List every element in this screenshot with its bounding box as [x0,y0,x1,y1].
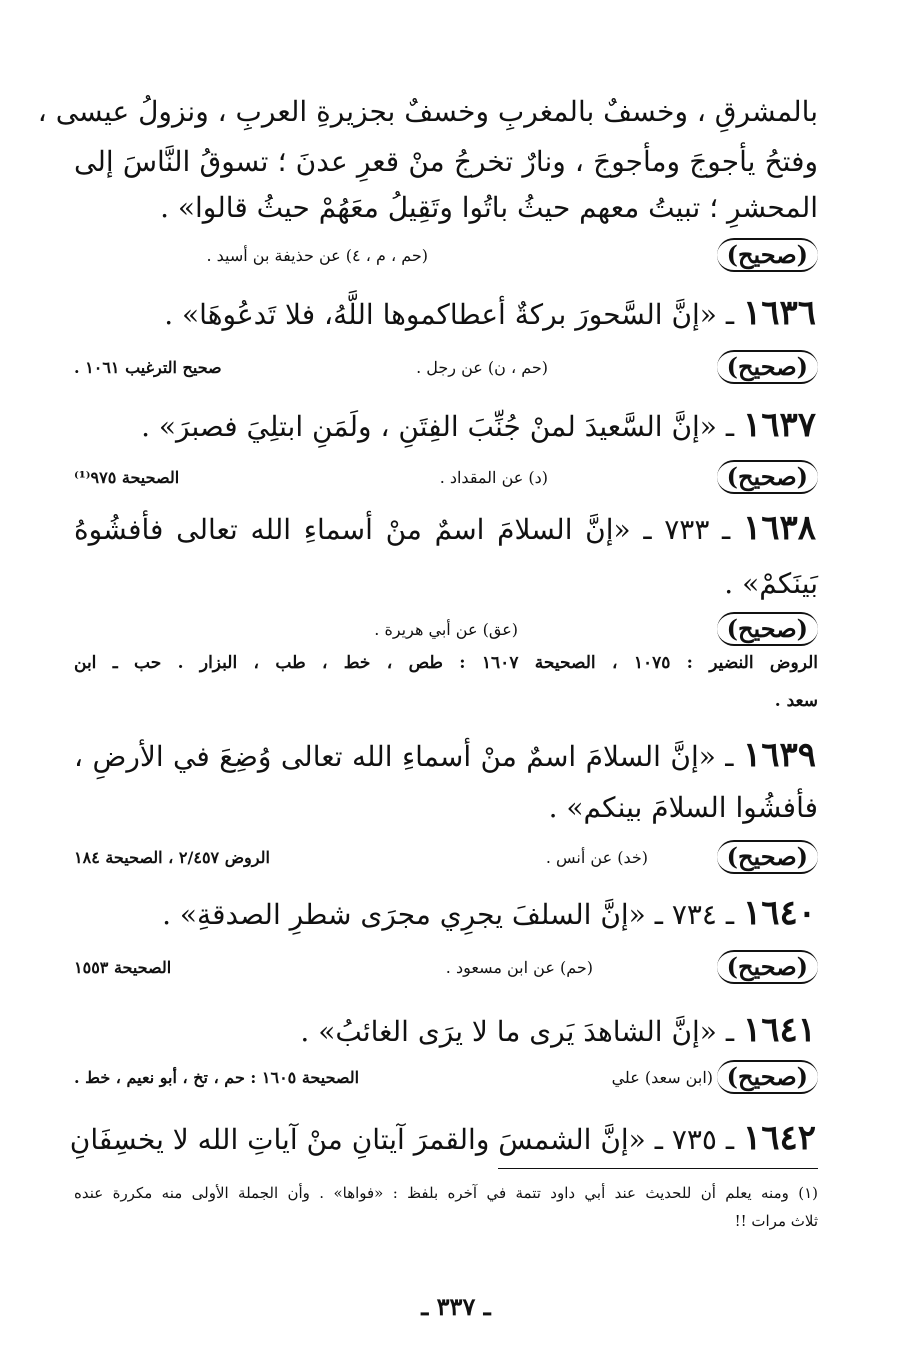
hadith-text: ـ ٧٣٣ ـ «إنَّ السلامَ اسمٌ منْ أسماءِ الله تعالى فأفشُوهُ [74,513,731,546]
hadith-1636 [74,293,816,335]
reference-line: سعد . [774,691,818,711]
hadith-number: ١٦٤٢ [742,1118,816,1158]
reference-line: الروض النضير : ١٠٧٥ ، الصحيحة ١٦٠٧ : طص ، خط ، طب ، البزار . حب ـ ابن [74,653,818,673]
source-text: (د) عن المقداد . [439,468,548,487]
hadith-text: ـ «إنَّ السَّعيدَ لمنْ جُنِّبَ الفِتَنِ ، ولَمَنِ ابتلِيَ فصبرَ» . [141,410,735,443]
reference-text: الصحيحة ٩٧٥⁽¹⁾ [74,468,180,487]
hadith-meta [74,350,818,386]
hadith-number: ١٦٣٧ [742,405,816,445]
source-text: (حم ، ن) عن رجل . [416,358,548,377]
grade-badge: ( صحيح ) [717,1060,818,1094]
hadith-number: ١٦٣٩ [742,735,816,775]
footnote-line: (١) ومنه يعلم أن للحديث عند أبي داود تتمة في آخره بلفظ : «فواها» . وأن الجملة الأولى منه مكررة عنده [74,1184,818,1202]
hadith-number: ١٦٤٠ [742,893,816,933]
reference-text: الصحيحة ١٦٠٥ : حم ، تخ ، أبو نعيم ، خط . [74,1068,360,1087]
hadith-text: ـ ٧٣٤ ـ «إنَّ السلفَ يجرِي مجرَى شطرِ الصدقةِ» . [162,898,735,931]
reference-text: الروض ٢/٤٥٧ ، الصحيحة ١٨٤ [74,848,270,867]
grade-badge: ( صحيح ) [717,840,818,874]
hadith-1642 [69,1118,816,1160]
hadith-text: ـ ٧٣٥ ـ «إنَّ الشمسَ والقمرَ آيتانِ منْ آياتِ الله لا يخسِفَانِ [69,1123,735,1156]
hadith-number: ١٦٣٦ [742,293,816,333]
source-text: (حم ، م ، ٤) عن حذيفة بن أسيد . [206,246,428,265]
hadith-1640 [74,893,816,935]
source-text: (ابن سعد) علي [611,1068,713,1087]
grade-badge: ( صحيح ) [717,350,818,384]
footnote-divider [498,1168,818,1169]
hadith-1637 [74,405,816,447]
hadith-number: ١٦٣٨ [742,508,817,548]
hadith-meta [74,612,818,648]
text-line: فأفشُوا السلامَ بينكم» . [548,791,818,824]
grade-badge: ( صحيح ) [717,950,818,984]
hadith-meta [74,1060,818,1096]
hadith-meta [74,460,818,496]
text-line: بالمشرقِ ، وخسفٌ بالمغربِ وخسفٌ بجزيرةِ العربِ ، ونزولُ عيسى ، [37,95,818,128]
footnote-line: ثلاث مرات !! [734,1212,818,1230]
hadith-1638 [74,508,816,550]
source-text: (خد) عن أنس . [545,848,648,867]
text-line: المحشرِ ؛ تبيتُ معهم حيثُ باتُوا وتَقِيلُ معَهُمْ حيثُ قالوا» . [160,191,818,224]
hadith-number: ١٦٤١ [742,1010,816,1050]
hadith-1641 [74,1010,816,1052]
source-text: (حم) عن ابن مسعود . [445,958,593,977]
reference-text: الصحيحة ١٥٥٣ [74,958,172,977]
hadith-1639 [74,735,816,777]
grade-badge: ( صحيح ) [717,612,818,646]
grade-badge: ( صحيح ) [717,238,818,272]
hadith-meta [74,950,818,986]
hadith-meta [74,840,818,876]
source-text: (عق) عن أبي هريرة . [374,620,518,639]
hadith-text: ـ «إنَّ الشاهدَ يَرى ما لا يرَى الغائبُ» . [300,1015,735,1048]
page-number: ـ ٣٣٧ ـ [421,1292,491,1321]
text-line: وفتحُ يأجوجَ ومأجوجَ ، ونارٌ تخرجُ منْ قعرِ عدنَ ؛ تسوقُ النَّاسَ إلى [74,145,818,178]
reference-text: صحيح الترغيب ١٠٦١ . [74,358,222,377]
hadith-text: ـ «إنَّ السلامَ اسمٌ منْ أسماءِ الله تعالى وُضِعَ في الأرضِ ، [74,740,734,773]
text-line: بَينَكمْ» . [724,567,818,600]
hadith-text: ـ «إنَّ السَّحورَ بركةٌ أعطاكموها اللَّهُ، فلا تَدعُوهَا» . [164,298,735,331]
grade-badge: ( صحيح ) [717,460,818,494]
hadith-meta [74,238,818,274]
